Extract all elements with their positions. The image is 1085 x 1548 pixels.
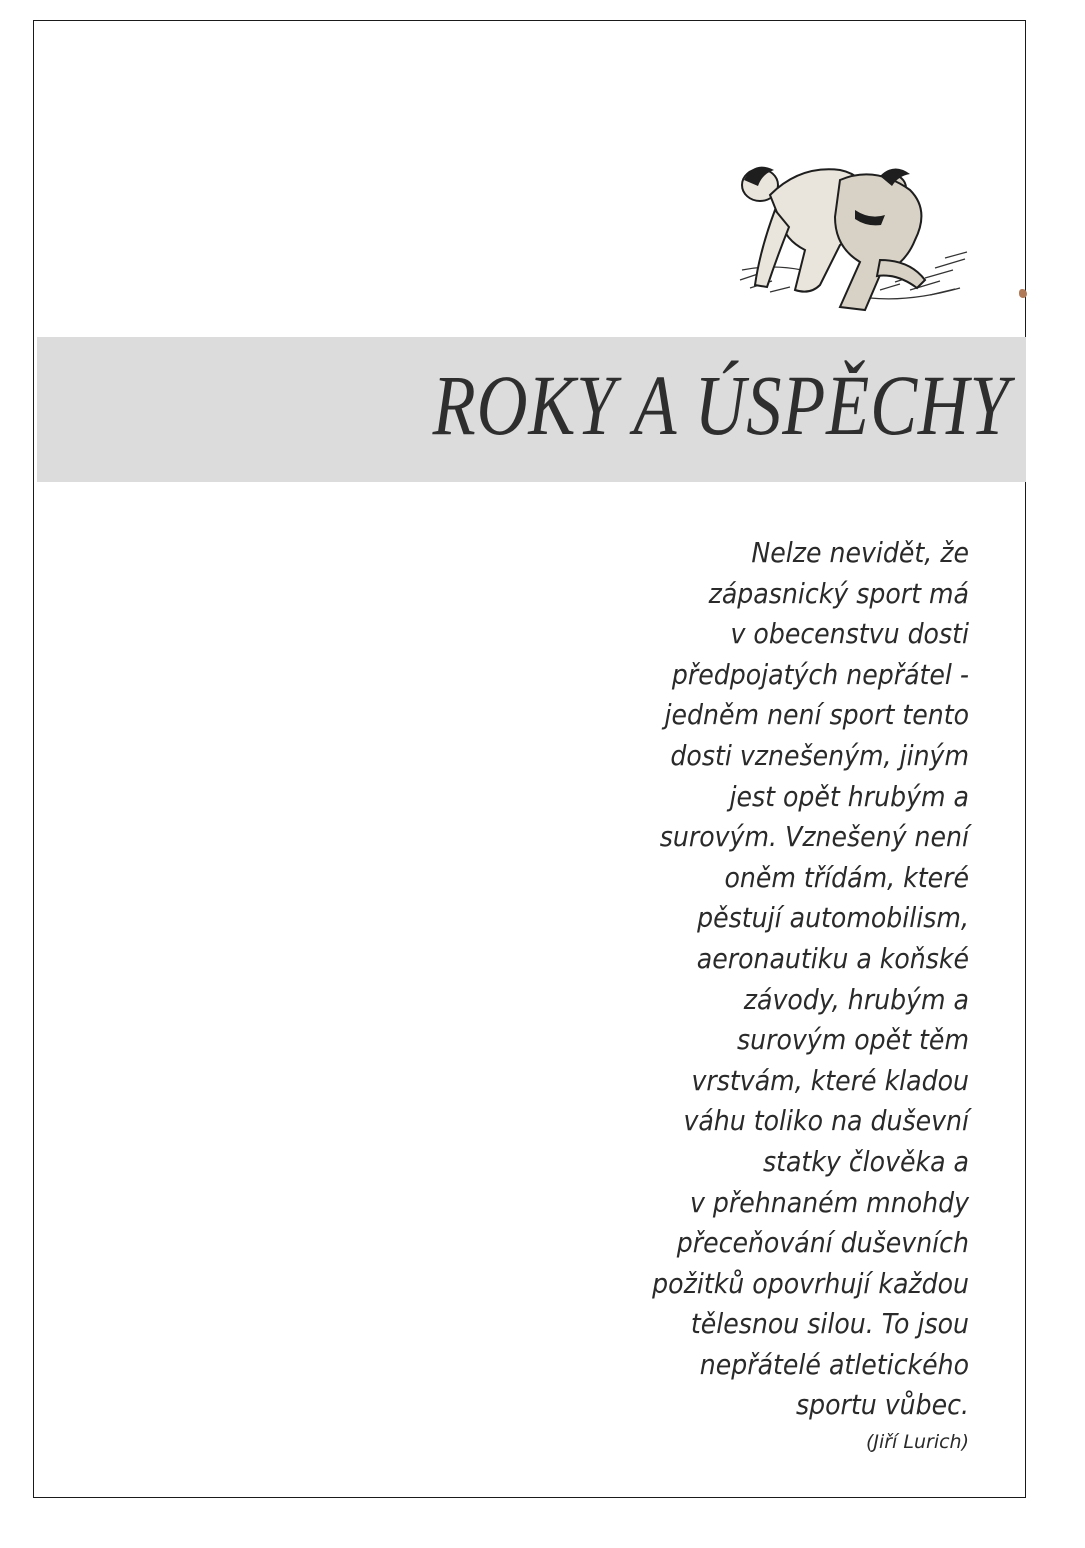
quote-line: jest opět hrubým a xyxy=(729,779,969,813)
quote-line: oněm třídám, které xyxy=(724,860,969,894)
page-title: ROKY A ÚSPĚCHY xyxy=(432,357,1010,453)
quote-line: váhu toliko na duševní xyxy=(683,1104,969,1138)
quote-author: (Jiří Lurich) xyxy=(865,1431,969,1454)
quote-line: nepřátelé atletického xyxy=(699,1347,969,1381)
quote-line: přeceňování duševních xyxy=(676,1226,969,1260)
quote-line: předpojatých nepřátel - xyxy=(671,657,969,691)
quote-line: zápasnický sport má xyxy=(708,576,969,610)
quote-line: sportu vůbec. xyxy=(795,1388,969,1422)
quote-line: dosti vznešeným, jiným xyxy=(670,738,969,772)
quote-line: tělesnou silou. To jsou xyxy=(690,1307,969,1341)
quote-line: pěstují automobilism, xyxy=(697,901,969,935)
quote-line: vrstvám, které kladou xyxy=(691,1063,969,1097)
quote-line: aeronautiku a koňské xyxy=(696,941,969,975)
quote-block xyxy=(569,533,969,1456)
quote-line: jedněm není sport tento xyxy=(664,698,969,732)
quote-line: v obecenstvu dosti xyxy=(730,617,969,651)
quote-line: Nelze nevidět, že xyxy=(751,536,969,569)
paper-speck xyxy=(1019,289,1027,298)
quote-line: statky člověka a xyxy=(762,1144,969,1178)
quote-line: požitků opovrhují každou xyxy=(652,1266,969,1300)
quote-line: surovým. Vznešený není xyxy=(659,820,969,854)
quote-line: v přehnaném mnohdy xyxy=(689,1185,969,1219)
quote-line: závody, hrubým a xyxy=(743,982,969,1016)
quote-line: surovým opět těm xyxy=(736,1023,969,1057)
wrestlers-engraving-icon xyxy=(730,150,975,315)
